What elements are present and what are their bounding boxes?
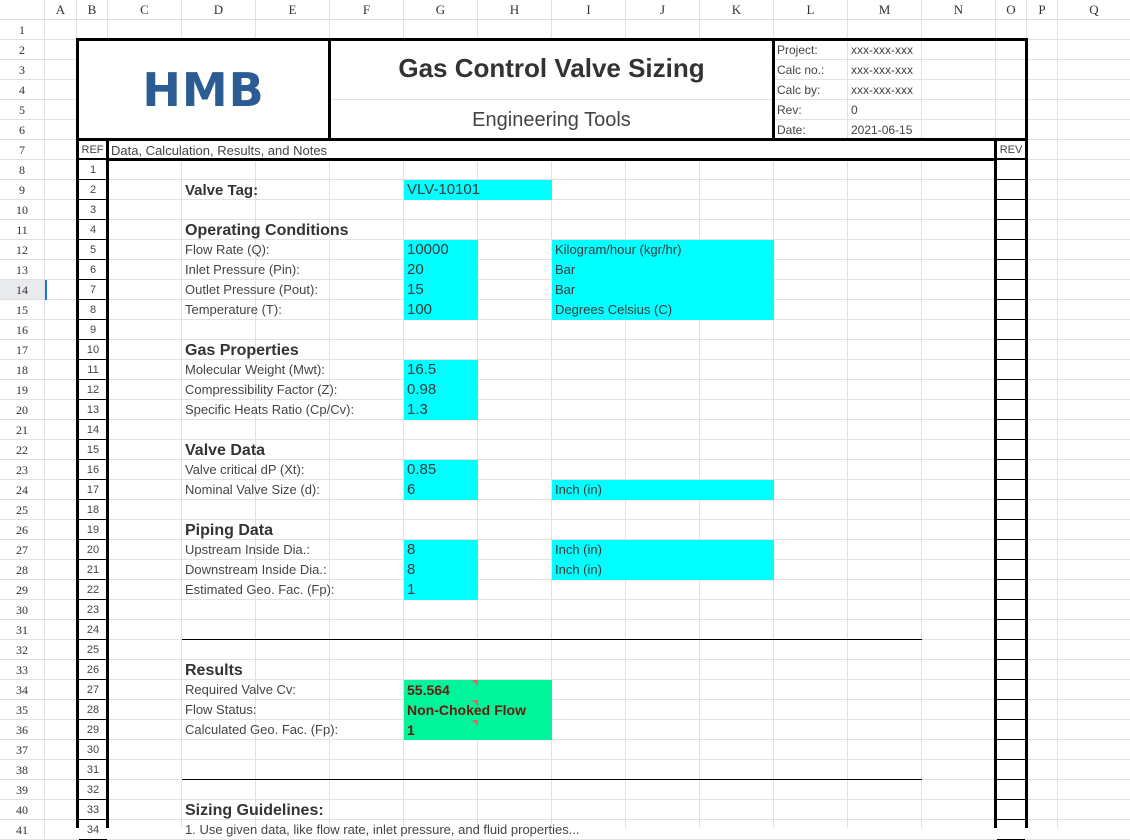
rev-cell[interactable]	[997, 380, 1025, 399]
meta-value[interactable]: 2021-06-15	[851, 123, 913, 137]
ref-number: 33	[86, 804, 100, 816]
ref-number: 24	[86, 624, 100, 636]
inlet-pressure-input[interactable]: 20	[404, 260, 478, 280]
calculated-fp-label: Calculated Geo. Fac. (Fp):	[185, 722, 339, 737]
column-header[interactable]: C	[108, 0, 182, 20]
column-header[interactable]: D	[182, 0, 256, 20]
rev-row-border	[997, 819, 1025, 820]
rev-cell[interactable]	[997, 580, 1025, 599]
valve-size-label: Nominal Valve Size (d):	[185, 482, 320, 497]
rev-cell[interactable]	[997, 500, 1025, 519]
valve-size-unit[interactable]: Inch (in)	[552, 480, 774, 500]
rev-row-border	[997, 499, 1025, 500]
ref-number: 21	[86, 564, 100, 576]
rev-cell[interactable]	[997, 760, 1025, 779]
row-header[interactable]: 17	[0, 340, 45, 360]
row-header[interactable]: 13	[0, 260, 45, 280]
rev-cell[interactable]	[997, 220, 1025, 239]
row-header[interactable]: 25	[0, 500, 45, 520]
section-heading-valve-data: Valve Data	[185, 442, 266, 459]
row-header[interactable]: 39	[0, 780, 45, 800]
required-cv-value[interactable]: 55.564	[404, 680, 552, 700]
row-header[interactable]: 32	[0, 640, 45, 660]
column-header[interactable]: A	[45, 0, 77, 20]
row-header[interactable]: 26	[0, 520, 45, 540]
rev-row-border	[997, 299, 1025, 300]
meta-label: Rev:	[777, 103, 802, 117]
rev-row-border	[997, 199, 1025, 200]
ref-number: 30	[86, 744, 100, 756]
ref-number: 19	[86, 524, 100, 536]
column-header[interactable]: O	[996, 0, 1027, 20]
rev-row-border	[997, 559, 1025, 560]
row-header[interactable]: 24	[0, 480, 45, 500]
border	[1025, 38, 1028, 163]
flow-rate-input[interactable]: 10000	[404, 240, 478, 260]
rev-row-border	[997, 539, 1025, 540]
row-header[interactable]: 29	[0, 580, 45, 600]
row-header[interactable]: 28	[0, 560, 45, 580]
outlet-pressure-unit[interactable]: Bar	[552, 280, 774, 300]
compressibility-input[interactable]: 0.98	[404, 380, 478, 400]
molecular-weight-label: Molecular Weight (Mwt):	[185, 362, 325, 377]
rev-cell[interactable]	[997, 280, 1025, 299]
estimated-fp-input[interactable]: 1	[404, 580, 478, 600]
downstream-dia-label: Downstream Inside Dia.:	[185, 562, 327, 577]
column-header[interactable]: M	[848, 0, 922, 20]
flow-status-label: Flow Status:	[185, 702, 257, 717]
rev-row-border	[997, 799, 1025, 800]
ref-number: 34	[86, 824, 100, 836]
ref-number: 16	[86, 464, 100, 476]
ref-number: 25	[86, 644, 100, 656]
upstream-dia-label: Upstream Inside Dia.:	[185, 542, 310, 557]
rev-cell[interactable]	[997, 560, 1025, 579]
rev-row-border	[997, 719, 1025, 720]
comment-indicator-icon[interactable]	[472, 720, 478, 726]
rev-cell[interactable]	[997, 700, 1025, 719]
row-header[interactable]: 10	[0, 200, 45, 220]
rev-cell[interactable]	[997, 260, 1025, 279]
rev-row-border	[997, 399, 1025, 400]
rev-row-border	[997, 479, 1025, 480]
valve-size-input[interactable]: 6	[404, 480, 478, 500]
row-header[interactable]: 40	[0, 800, 45, 820]
rev-row-border	[997, 419, 1025, 420]
section-heading-gas-properties: Gas Properties	[185, 342, 299, 359]
rev-cell[interactable]	[997, 820, 1025, 839]
column-header[interactable]: I	[552, 0, 626, 20]
page-subtitle: Engineering Tools	[472, 109, 631, 131]
row-header[interactable]: 33	[0, 660, 45, 680]
rev-row-border	[997, 639, 1025, 640]
section-separator	[182, 779, 922, 780]
rev-cell[interactable]	[997, 460, 1025, 479]
temperature-label: Temperature (T):	[185, 302, 282, 317]
ref-number: 28	[86, 704, 100, 716]
ref-number: 4	[89, 224, 97, 236]
column-header[interactable]: F	[330, 0, 404, 20]
ref-number: 1	[89, 164, 97, 176]
row-header[interactable]: 4	[0, 80, 45, 100]
column-header[interactable]: E	[256, 0, 330, 20]
required-cv-label: Required Valve Cv:	[185, 682, 297, 697]
column-header[interactable]: J	[626, 0, 700, 20]
ref-number: 15	[86, 444, 100, 456]
rev-row-border	[997, 359, 1025, 360]
column-header[interactable]: K	[700, 0, 774, 20]
ref-number: 10	[86, 344, 100, 356]
heat-ratio-label: Specific Heats Ratio (Cp/Cv):	[185, 402, 355, 417]
rev-cell[interactable]	[997, 300, 1025, 319]
row-header[interactable]: 41	[0, 820, 45, 840]
ref-number: 2	[89, 184, 97, 196]
meta-label: Date:	[777, 123, 806, 137]
valve-tag-label: Valve Tag:	[185, 182, 259, 199]
row-header[interactable]: 20	[0, 400, 45, 420]
section-bar-title: Data, Calculation, Results, and Notes	[111, 143, 328, 158]
flow-rate-label: Flow Rate (Q):	[185, 242, 270, 257]
rev-cell[interactable]	[997, 680, 1025, 699]
ref-number: 9	[89, 324, 97, 336]
ref-number: 32	[86, 784, 100, 796]
comment-indicator-icon[interactable]	[472, 680, 478, 686]
rev-row-border	[997, 219, 1025, 220]
section-separator	[182, 639, 922, 640]
comment-indicator-icon[interactable]	[472, 700, 478, 706]
row-header[interactable]: 34	[0, 680, 45, 700]
ref-number: 22	[86, 584, 100, 596]
rev-row-border	[997, 739, 1025, 740]
section-heading-results: Results	[185, 662, 243, 679]
row-header[interactable]: 9	[0, 180, 45, 200]
valve-tag-input[interactable]: VLV-10101	[404, 180, 552, 200]
row-header[interactable]: 16	[0, 320, 45, 340]
rev-cell[interactable]	[997, 440, 1025, 459]
ref-number: 27	[86, 684, 100, 696]
meta-value[interactable]: 0	[851, 103, 858, 117]
border	[1025, 158, 1028, 828]
rev-row-border	[997, 439, 1025, 440]
rev-column-header: REV	[997, 141, 1025, 158]
rev-cell[interactable]	[997, 800, 1025, 819]
row-header[interactable]: 21	[0, 420, 45, 440]
rev-cell[interactable]	[997, 720, 1025, 739]
row-header[interactable]: 1	[0, 20, 45, 40]
row-header[interactable]: 5	[0, 100, 45, 120]
rev-row-border	[997, 319, 1025, 320]
temperature-input[interactable]: 100	[404, 300, 478, 320]
rev-cell[interactable]	[997, 320, 1025, 339]
column-header[interactable]: L	[774, 0, 848, 20]
rev-cell[interactable]	[997, 180, 1025, 199]
row-header[interactable]: 37	[0, 740, 45, 760]
ref-number: 29	[86, 724, 100, 736]
ref-number: 18	[86, 504, 100, 516]
inlet-pressure-label: Inlet Pressure (Pin):	[185, 262, 300, 277]
flow-rate-unit[interactable]: Kilogram/hour (kgr/hr)	[552, 240, 774, 260]
ref-number: 20	[86, 544, 100, 556]
column-header[interactable]: N	[922, 0, 996, 20]
rev-row-border	[997, 619, 1025, 620]
ref-number: 8	[89, 304, 97, 316]
rev-row-border	[997, 179, 1025, 180]
downstream-dia-input[interactable]: 8	[404, 560, 478, 580]
downstream-dia-unit[interactable]: Inch (in)	[552, 560, 774, 580]
rev-cell[interactable]	[997, 620, 1025, 639]
column-header[interactable]: P	[1027, 0, 1058, 20]
grid-row-line	[45, 619, 1130, 620]
ref-number: 26	[86, 664, 100, 676]
border	[772, 38, 775, 140]
rev-row-border	[997, 659, 1025, 660]
rev-cell[interactable]	[997, 400, 1025, 419]
ref-number: 5	[89, 244, 97, 256]
rev-row-border	[997, 279, 1025, 280]
rev-cell[interactable]	[997, 540, 1025, 559]
row-header[interactable]: 36	[0, 720, 45, 740]
rev-cell[interactable]	[997, 660, 1025, 679]
rev-row-border	[997, 239, 1025, 240]
rev-cell[interactable]	[997, 340, 1025, 359]
ref-number: 11	[87, 364, 99, 376]
cell-selection-marker	[45, 280, 47, 300]
row-header[interactable]: 30	[0, 600, 45, 620]
rev-row-border	[997, 779, 1025, 780]
upstream-dia-input[interactable]: 8	[404, 540, 478, 560]
row-header[interactable]: 6	[0, 120, 45, 140]
compressibility-label: Compressibility Factor (Z):	[185, 382, 338, 397]
grid-row-line	[45, 759, 1130, 760]
row-header[interactable]: 3	[0, 60, 45, 80]
rev-row-border	[997, 259, 1025, 260]
row-header[interactable]: 27	[0, 540, 45, 560]
inlet-pressure-unit[interactable]: Bar	[552, 260, 774, 280]
row-header[interactable]: 19	[0, 380, 45, 400]
ref-number: 12	[86, 384, 100, 396]
column-header[interactable]: B	[77, 0, 108, 20]
upstream-dia-unit[interactable]: Inch (in)	[552, 540, 774, 560]
border	[76, 158, 1028, 161]
ref-number: 14	[86, 424, 100, 436]
row-header[interactable]: 8	[0, 160, 45, 180]
ref-number: 13	[86, 404, 100, 416]
row-header[interactable]: 11	[0, 220, 45, 240]
molecular-weight-input[interactable]: 16.5	[404, 360, 478, 380]
meta-value[interactable]: xxx-xxx-xxx	[851, 43, 913, 57]
rev-row-border	[997, 679, 1025, 680]
row-header[interactable]: 12	[0, 240, 45, 260]
column-header[interactable]: H	[478, 0, 552, 20]
rev-cell[interactable]	[997, 420, 1025, 439]
meta-value[interactable]: xxx-xxx-xxx	[851, 83, 913, 97]
row-header[interactable]: 14	[0, 280, 45, 300]
rev-row-border	[997, 579, 1025, 580]
rev-cell[interactable]	[997, 200, 1025, 219]
ref-column-header: REF	[81, 144, 104, 156]
row-header[interactable]: 18	[0, 360, 45, 380]
meta-value[interactable]: xxx-xxx-xxx	[851, 63, 913, 77]
company-logo: HMB	[142, 62, 265, 117]
flow-status-value[interactable]: Non-Choked Flow	[404, 700, 552, 720]
row-header[interactable]: 2	[0, 40, 45, 60]
meta-label: Calc no.:	[777, 63, 825, 77]
ref-number: 7	[89, 284, 97, 296]
row-header[interactable]: 38	[0, 760, 45, 780]
rev-cell[interactable]	[997, 240, 1025, 259]
outlet-pressure-label: Outlet Pressure (Pout):	[185, 282, 318, 297]
row-header[interactable]: 22	[0, 440, 45, 460]
rev-cell[interactable]	[997, 480, 1025, 499]
meta-label: Calc by:	[777, 83, 821, 97]
meta-label: Project:	[777, 43, 818, 57]
title-divider	[331, 99, 772, 100]
ref-number: 3	[89, 204, 97, 216]
critical-dp-input[interactable]: 0.85	[404, 460, 478, 480]
rev-cell[interactable]	[997, 160, 1025, 179]
row-header[interactable]: 15	[0, 300, 45, 320]
grid-column-line	[1057, 20, 1058, 828]
outlet-pressure-input[interactable]: 15	[404, 280, 478, 300]
rev-row-border	[997, 339, 1025, 340]
rev-row-border	[997, 699, 1025, 700]
estimated-fp-label: Estimated Geo. Fac. (Fp):	[185, 582, 335, 597]
select-all-corner[interactable]	[0, 0, 45, 20]
rev-row-border	[997, 599, 1025, 600]
rev-cell[interactable]	[997, 360, 1025, 379]
ref-number: 6	[89, 264, 97, 276]
heat-ratio-input[interactable]: 1.3	[404, 400, 478, 420]
temperature-unit[interactable]: Degrees Celsius (C)	[552, 300, 774, 320]
row-header[interactable]: 35	[0, 700, 45, 720]
rev-row-border	[997, 519, 1025, 520]
section-heading-piping-data: Piping Data	[185, 522, 274, 539]
section-heading-operating-conditions: Operating Conditions	[185, 222, 349, 239]
ref-number: 31	[86, 764, 100, 776]
rev-row-border	[997, 379, 1025, 380]
ref-number: 17	[86, 484, 100, 496]
rev-cell[interactable]	[997, 740, 1025, 759]
rev-row-border	[997, 759, 1025, 760]
ref-number: 23	[86, 604, 100, 616]
rev-cell[interactable]	[997, 780, 1025, 799]
section-heading-sizing-guidelines: Sizing Guidelines:	[185, 802, 324, 819]
column-header[interactable]: Q	[1058, 0, 1130, 20]
row-header[interactable]: 7	[0, 140, 45, 160]
page-title: Gas Control Valve Sizing	[398, 53, 705, 83]
row-header[interactable]: 23	[0, 460, 45, 480]
row-header[interactable]: 31	[0, 620, 45, 640]
rev-row-border	[997, 459, 1025, 460]
critical-dp-label: Valve critical dP (Xt):	[185, 462, 305, 477]
calculated-fp-value[interactable]: 1	[404, 720, 552, 740]
rev-cell[interactable]	[997, 600, 1025, 619]
rev-cell[interactable]	[997, 520, 1025, 539]
rev-cell[interactable]	[997, 640, 1025, 659]
guideline-item: 1. Use given data, like flow rate, inlet pressure, and fluid properties...	[185, 822, 580, 837]
column-header[interactable]: G	[404, 0, 478, 20]
